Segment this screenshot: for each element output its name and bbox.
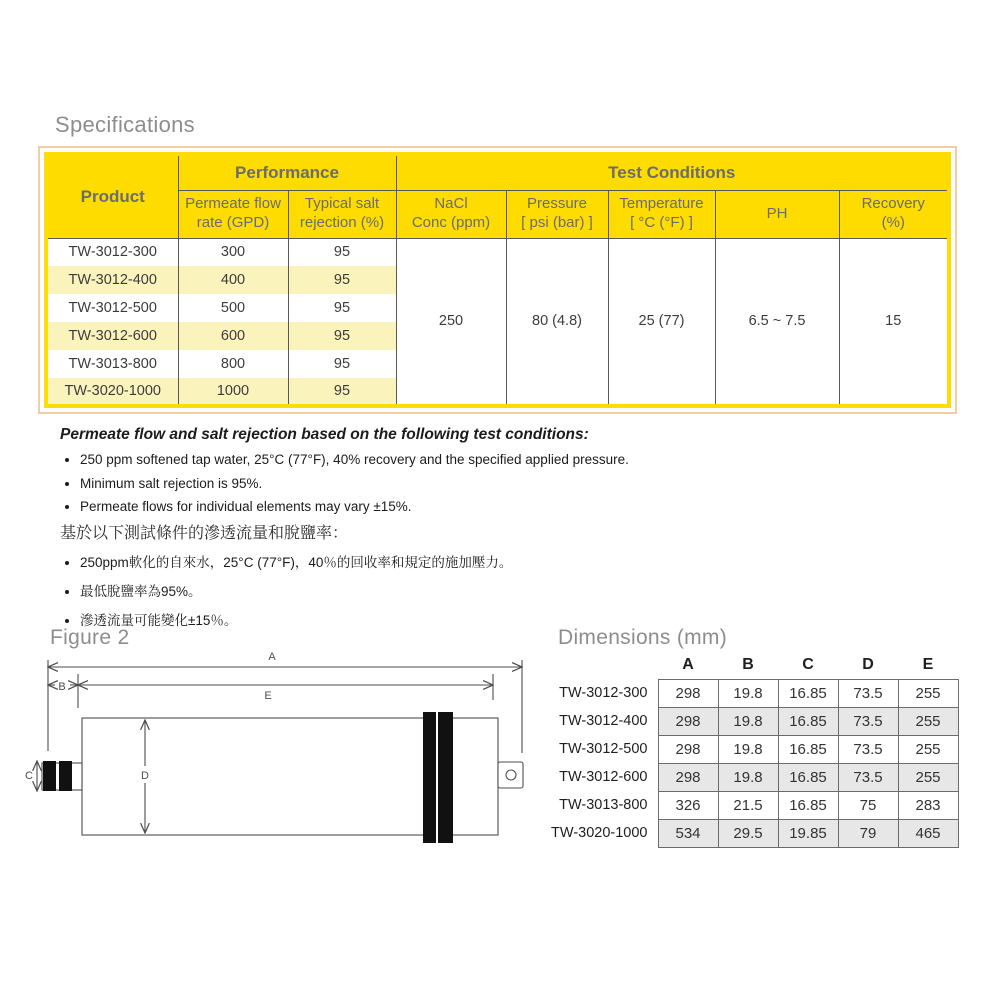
header-test-conditions: Test Conditions <box>396 154 949 190</box>
subheader-line: (%) <box>881 214 905 231</box>
o-ring-band <box>59 761 72 791</box>
subheader-line: Pressure <box>526 195 588 213</box>
subheader-line: [ psi (bar) ] <box>521 214 593 231</box>
dim-value-cell: 75 <box>838 791 898 819</box>
dimensions-table <box>543 652 959 848</box>
subheader-permeate-flow <box>178 190 288 238</box>
dim-value-cell: 534 <box>658 819 718 847</box>
dim-col-header-b: B <box>742 656 754 674</box>
dim-col-header-d: D <box>862 656 874 674</box>
pressure-value-cell: 80 (4.8) <box>506 238 608 406</box>
dim-value-cell: 465 <box>898 819 958 847</box>
notes-english-heading: Permeate flow and salt rejection based on the following test conditions: <box>60 426 589 443</box>
dim-label-b: B <box>58 681 66 693</box>
brine-seal-groove <box>436 712 438 843</box>
dim-value-cell: 326 <box>658 791 718 819</box>
subheader-ph: PH <box>715 190 839 238</box>
spec-row <box>46 238 949 266</box>
subheader-salt-rejection <box>288 190 396 238</box>
dim-col-header-a: A <box>682 656 694 674</box>
dim-value-cell: 298 <box>658 679 718 707</box>
dim-value-cell: 73.5 <box>838 707 898 735</box>
dim-label-d: D <box>141 770 149 782</box>
tab-hole <box>506 770 516 780</box>
salt-rejection-cell: 95 <box>288 322 396 350</box>
dim-value-cell: 16.85 <box>778 763 838 791</box>
subheader-pressure <box>506 190 608 238</box>
permeate-flow-cell: 800 <box>178 350 288 378</box>
recovery-value-cell: 15 <box>839 238 949 406</box>
dim-value-cell: 16.85 <box>778 791 838 819</box>
dim-value-cell: 16.85 <box>778 679 838 707</box>
subheader-recovery <box>839 190 949 238</box>
spec-table-wrapper <box>38 146 957 414</box>
notes-english-list <box>80 452 880 514</box>
dim-col-header-e: E <box>922 656 934 674</box>
dim-product-label: TW-3013-800 <box>543 791 658 819</box>
dim-value-cell: 16.85 <box>778 707 838 735</box>
o-ring-band <box>43 761 56 791</box>
dimensions-title: Dimensions (mm) <box>558 626 728 649</box>
note-item: • 滲透流量可能變化±15％。 <box>80 609 880 629</box>
note-item: • Permeate flows for individual elements may vary ±15%. <box>80 499 880 514</box>
dim-row <box>543 707 958 735</box>
subheader-line: Permeate flow <box>185 195 281 213</box>
subheader-line: NaCl <box>434 195 468 213</box>
dim-value-cell: 255 <box>898 707 958 735</box>
dim-value-cell: 79 <box>838 819 898 847</box>
salt-rejection-cell: 95 <box>288 266 396 294</box>
dim-label-a: A <box>268 651 276 663</box>
product-name-cell: TW-3012-300 <box>46 238 178 266</box>
salt-rejection-cell: 95 <box>288 378 396 406</box>
product-name-cell: TW-3013-800 <box>46 350 178 378</box>
product-name-cell: TW-3012-500 <box>46 294 178 322</box>
dim-value-cell: 298 <box>658 735 718 763</box>
dim-row <box>543 791 958 819</box>
dim-product-label: TW-3012-600 <box>543 763 658 791</box>
dim-value-cell: 19.8 <box>718 735 778 763</box>
dim-value-cell: 255 <box>898 679 958 707</box>
subheader-line: Temperature <box>619 195 704 213</box>
dim-value-cell: 21.5 <box>718 791 778 819</box>
dim-value-cell: 19.85 <box>778 819 838 847</box>
temperature-value-cell: 25 (77) <box>608 238 715 406</box>
dim-label-e: E <box>264 690 272 702</box>
subheader-line: [ °C (°F) ] <box>630 214 693 231</box>
membrane-element-drawing <box>25 648 530 860</box>
subheader-line: rate (GPD) <box>196 214 270 231</box>
notes-chinese-heading: 基於以下測試條件的滲透流量和脫鹽率： <box>60 525 349 542</box>
dim-value-cell: 19.8 <box>718 707 778 735</box>
dim-value-cell: 16.85 <box>778 735 838 763</box>
permeate-flow-cell: 300 <box>178 238 288 266</box>
dim-label-c: C <box>25 770 33 782</box>
dim-product-label: TW-3020-1000 <box>543 819 658 847</box>
note-item: • 250 ppm softened tap water, 25°C (77°F), 40% recovery and the specified applied pressure. <box>80 452 880 467</box>
dim-row <box>543 679 958 707</box>
dim-value-cell: 283 <box>898 791 958 819</box>
dim-value-cell: 19.8 <box>718 679 778 707</box>
dim-value-cell: 73.5 <box>838 679 898 707</box>
dim-value-cell: 73.5 <box>838 735 898 763</box>
permeate-flow-cell: 600 <box>178 322 288 350</box>
figure-title: Figure 2 <box>50 626 130 649</box>
product-name-cell: TW-3012-400 <box>46 266 178 294</box>
dim-value-cell: 255 <box>898 735 958 763</box>
notes-english <box>60 426 880 523</box>
notes-chinese-list <box>80 551 880 629</box>
product-name-cell: TW-3012-600 <box>46 322 178 350</box>
specifications-title: Specifications <box>55 112 195 137</box>
dimensions-table-wrapper <box>543 652 959 848</box>
permeate-flow-cell: 1000 <box>178 378 288 406</box>
subheader-nacl-conc <box>396 190 506 238</box>
subheader-line: Conc (ppm) <box>411 214 491 231</box>
dim-value-cell: 19.8 <box>718 763 778 791</box>
dim-product-label: TW-3012-300 <box>543 679 658 707</box>
note-item: • 最低脫鹽率為95%。 <box>80 580 880 600</box>
header-product: Product <box>46 154 178 238</box>
subheader-line: Recovery <box>861 195 925 213</box>
subheader-temperature <box>608 190 715 238</box>
product-name-cell: TW-3020-1000 <box>46 378 178 406</box>
ph-value-cell: 6.5 ~ 7.5 <box>715 238 839 406</box>
spec-table <box>44 152 951 408</box>
dim-value-cell: 29.5 <box>718 819 778 847</box>
note-item: • Minimum salt rejection is 95%. <box>80 476 880 491</box>
nacl-conc-value-cell: 250 <box>396 238 506 406</box>
permeate-flow-cell: 500 <box>178 294 288 322</box>
dim-product-label: TW-3012-500 <box>543 735 658 763</box>
notes-chinese <box>60 520 880 638</box>
dim-col-header-c: C <box>802 656 814 674</box>
dim-value-cell: 298 <box>658 763 718 791</box>
dim-product-label: TW-3012-400 <box>543 707 658 735</box>
dim-value-cell: 73.5 <box>838 763 898 791</box>
permeate-flow-cell: 400 <box>178 266 288 294</box>
header-performance: Performance <box>178 154 396 190</box>
dim-value-cell: 298 <box>658 707 718 735</box>
dim-row <box>543 735 958 763</box>
salt-rejection-cell: 95 <box>288 350 396 378</box>
subheader-line: Typical salt <box>304 195 380 213</box>
dims-corner-cell <box>543 652 658 679</box>
note-item: • 250ppm軟化的自來水，25°C (77°F)，40％的回收率和規定的施加壓力。 <box>80 551 880 571</box>
dim-row <box>543 763 958 791</box>
dim-value-cell: 255 <box>898 763 958 791</box>
salt-rejection-cell: 95 <box>288 238 396 266</box>
dim-row <box>543 819 958 847</box>
salt-rejection-cell: 95 <box>288 294 396 322</box>
subheader-line: rejection (%) <box>299 214 385 231</box>
